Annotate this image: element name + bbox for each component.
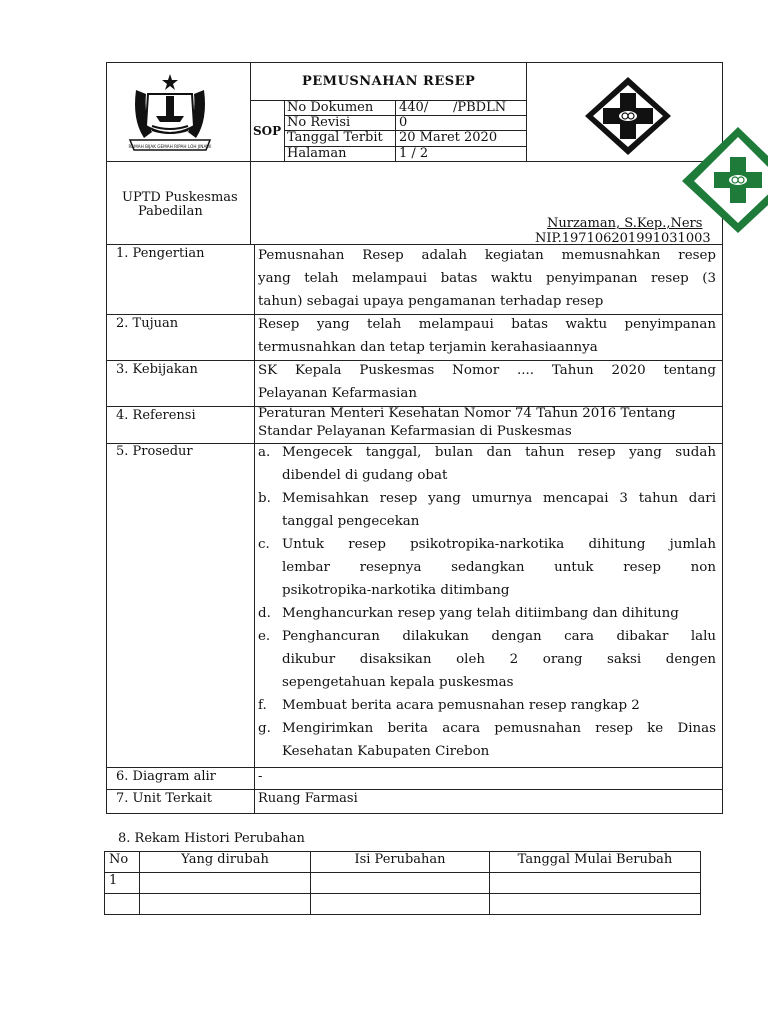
pengertian-line: yang telah melampaui batas waktu penyimpanan resep (3 xyxy=(258,271,716,286)
history-cell xyxy=(311,873,490,894)
signer-nip: NIP.197106201991031003 xyxy=(535,231,711,246)
org-name-line2: Pabedilan xyxy=(138,204,203,219)
meta-key-tanggal-terbit: Tanggal Terbit xyxy=(287,130,383,145)
meta-value-no-revisi: 0 xyxy=(399,115,408,130)
history-header-tanggal: Tanggal Mulai Berubah xyxy=(490,852,701,873)
step-line: Menghancurkan resep yang telah ditiimbang dan dihitung xyxy=(282,606,679,621)
procedure-step xyxy=(258,441,716,487)
step-line: dibendel di gudang obat xyxy=(282,468,448,483)
meta-value-halaman: 1 / 2 xyxy=(399,146,429,161)
procedure-step xyxy=(258,487,716,533)
procedure-step xyxy=(258,602,716,625)
referensi-line: Standar Pelayanan Kefarmasian di Puskesmas xyxy=(258,424,572,439)
step-line: sepengetahuan kepala puskesmas xyxy=(282,675,514,690)
history-header-isi-perubahan: Isi Perubahan xyxy=(311,852,490,873)
row-label-prosedur: 5. Prosedur xyxy=(116,444,193,459)
step-line: Memisahkan resep yang umurnya mencapai 3 tahun dari xyxy=(282,491,716,506)
step-marker: e. xyxy=(258,629,271,644)
step-line: Mengirimkan berita acara pemusnahan resep ke Dinas xyxy=(282,721,716,736)
kebijakan-line: SK Kepala Puskesmas Nomor .... Tahun 2020 tentang xyxy=(258,363,716,378)
step-line: Untuk resep psikotropika-narkotika dihitung jumlah xyxy=(282,537,716,552)
history-cell xyxy=(140,873,311,894)
step-line: Membuat berita acara pemusnahan resep rangkap 2 xyxy=(282,698,640,713)
sop-title: PEMUSNAHAN RESEP xyxy=(302,74,476,89)
row-value-diagram-alir: - xyxy=(258,769,263,784)
history-cell xyxy=(140,894,311,915)
step-marker: f. xyxy=(258,698,267,713)
tujuan-line: Resep yang telah melampaui batas waktu penyimpanan xyxy=(258,317,716,332)
pengertian-line: Pemusnahan Resep adalah kegiatan memusnahkan resep xyxy=(258,248,716,263)
step-line: tanggal pengecekan xyxy=(282,514,420,529)
history-section-title: 8. Rekam Histori Perubahan xyxy=(118,831,305,846)
step-line: Kesehatan Kabupaten Cirebon xyxy=(282,744,490,759)
history-cell xyxy=(311,894,490,915)
history-cell xyxy=(105,894,140,915)
history-header-row xyxy=(105,852,701,873)
meta-value-no-dokumen: 440/ /PBDLN xyxy=(399,100,507,115)
meta-key-no-revisi: No Revisi xyxy=(287,115,351,130)
step-marker: b. xyxy=(258,491,271,506)
procedure-step xyxy=(258,717,716,763)
meta-value-tanggal-terbit: 20 Maret 2020 xyxy=(399,130,498,145)
step-marker: g. xyxy=(258,721,271,736)
kebijakan-line: Pelayanan Kefarmasian xyxy=(258,386,417,401)
procedure-step xyxy=(258,694,716,717)
step-line: psikotropika-narkotika ditimbang xyxy=(282,583,510,598)
meta-key-no-dokumen: No Dokumen xyxy=(287,100,374,115)
tujuan-line: termusnahkan dan tetap terjamin kerahasiaannya xyxy=(258,340,598,355)
row-label-tujuan: 2. Tujuan xyxy=(116,316,179,331)
table-row xyxy=(105,873,701,894)
step-line: Penghancuran dilakukan dengan cara dibakar lalu xyxy=(282,629,716,644)
history-table xyxy=(104,851,701,915)
signer-name: Nurzaman, S.Kep.,Ners xyxy=(547,216,703,231)
step-line: Mengecek tanggal, bulan dan tahun resep yang sudah xyxy=(282,445,716,460)
sop-label: SOP xyxy=(253,124,282,138)
history-cell xyxy=(490,894,701,915)
step-line: dikubur disaksikan oleh 2 orang saksi dengen xyxy=(282,652,716,667)
row-label-diagram-alir: 6. Diagram alir xyxy=(116,769,216,784)
meta-key-halaman: Halaman xyxy=(287,146,347,161)
logo-motto-text: RAMAH BIJAK GEMAH RIPAH LOH JINAWI xyxy=(128,144,212,149)
history-header-yang-dirubah: Yang dirubah xyxy=(140,852,311,873)
history-cell: 1 xyxy=(105,873,140,894)
step-marker: c. xyxy=(258,537,270,552)
step-marker: d. xyxy=(258,606,271,621)
history-header-no: No xyxy=(105,852,140,873)
step-marker: a. xyxy=(258,445,271,460)
row-label-unit-terkait: 7. Unit Terkait xyxy=(116,791,212,806)
row-label-kebijakan: 3. Kebijakan xyxy=(116,362,198,377)
row-label-pengertian: 1. Pengertian xyxy=(116,246,205,261)
history-cell xyxy=(490,873,701,894)
procedure-step xyxy=(258,625,716,694)
table-row xyxy=(105,894,701,915)
pengertian-line: tahun) sebagai upaya pengamanan terhadap resep xyxy=(258,294,604,309)
org-name-line1: UPTD Puskesmas xyxy=(122,190,238,205)
referensi-line: Peraturan Menteri Kesehatan Nomor 74 Tahun 2016 Tentang xyxy=(258,406,676,421)
row-label-referensi: 4. Referensi xyxy=(116,408,196,423)
row-value-unit-terkait: Ruang Farmasi xyxy=(258,791,358,806)
regency-emblem-logo xyxy=(122,70,218,156)
procedure-step xyxy=(258,533,716,602)
step-line: lembar resepnya sedangkan untuk resep non xyxy=(282,560,716,575)
puskesmas-logo-black xyxy=(583,75,673,157)
